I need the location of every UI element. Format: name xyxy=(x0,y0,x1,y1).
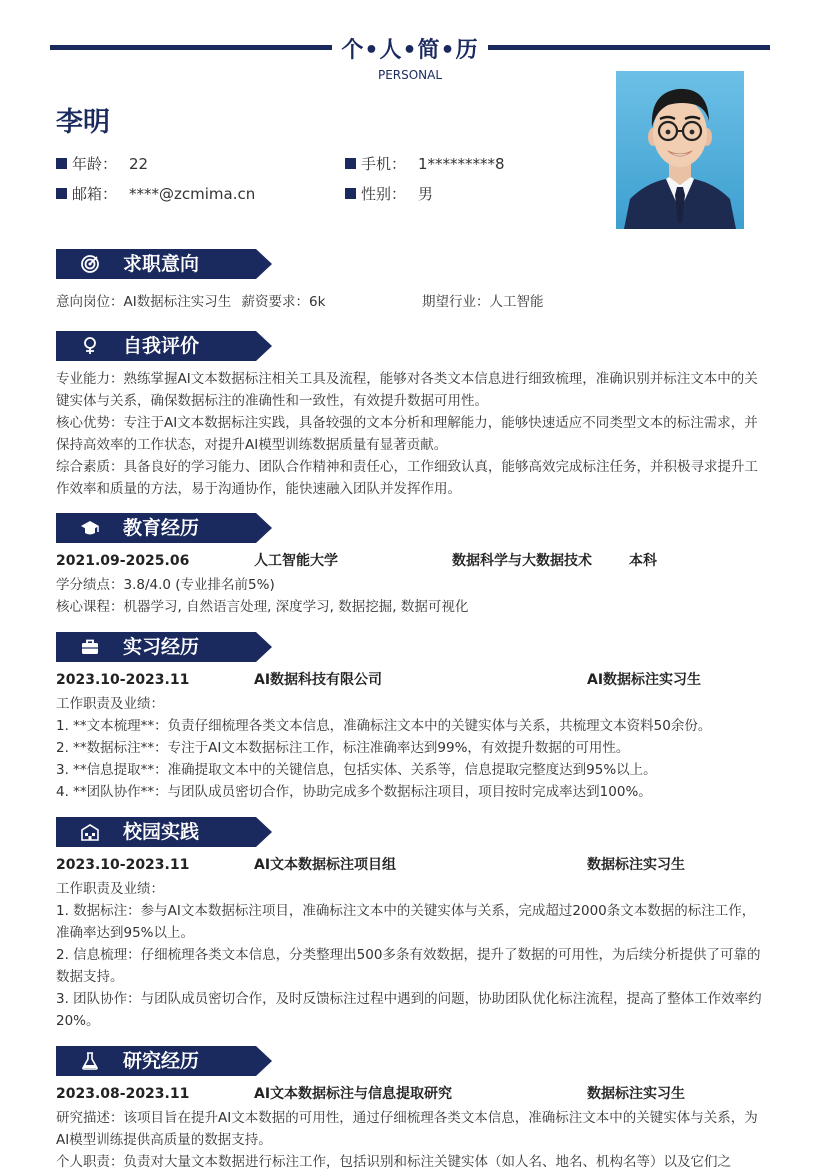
age-value: 22 xyxy=(129,154,149,173)
education-date: 2021.09-2025.06 xyxy=(56,553,190,569)
email-label: 邮箱： xyxy=(72,185,118,203)
candidate-name: 李明 xyxy=(56,107,110,138)
education-line: 核心课程：机器学习, 自然语言处理, 深度学习, 数据挖掘, 数据可视化 xyxy=(56,599,469,615)
campus-org: AI文本数据标注项目组 xyxy=(254,857,397,873)
section-title: 校园实践 xyxy=(123,821,200,843)
internship-company: AI数据科技有限公司 xyxy=(254,672,383,688)
section-title: 教育经历 xyxy=(123,517,200,539)
section-header-education xyxy=(56,513,272,543)
intent-industry: 期望行业：人工智能 xyxy=(422,294,544,310)
research-line: 研究描述：该项目旨在提升AI文本数据的可用性，通过仔细梳理各类文本信息，准确标注文本中的关键实体与关系，为AI模型训练提供高质量的数据支持。 xyxy=(56,1110,758,1148)
self-line: 核心优势：专注于AI文本数据标注实践，具备较强的文本分析和理解能力，能够快速适应不同类型文本的标注需求，并保持高效率的工作状态，对提升AI模型训练数据质量有显著贡献。 xyxy=(56,415,758,453)
research-role: 数据标注实习生 xyxy=(587,1086,685,1102)
campus-date: 2023.10-2023.11 xyxy=(56,857,190,873)
internship-line: 2. **数据标注**：专注于AI文本数据标注工作，标注准确率达到99%，有效提升数据的可用性。 xyxy=(56,740,630,756)
award-icon xyxy=(80,336,100,356)
internship-line: 4. **团队协作**：与团队成员密切合作，协助完成多个数据标注项目，项目按时完成率达到100%。 xyxy=(56,784,652,800)
research-date: 2023.08-2023.11 xyxy=(56,1086,190,1102)
info-age xyxy=(56,153,148,174)
internship-line: 1. **文本梳理**：负责仔细梳理各类文本信息，准确标注文本中的关键实体与关系，共梳理文本资料50余份。 xyxy=(56,718,712,734)
phone-value: 1*********8 xyxy=(418,154,505,173)
campus-role: 数据标注实习生 xyxy=(587,857,685,873)
resume-subtitle: PERSONAL xyxy=(377,68,443,82)
education-line: 学分绩点：3.8/4.0 (专业排名前5%) xyxy=(56,577,275,593)
gender-value: 男 xyxy=(418,185,434,203)
internship-details xyxy=(56,693,766,803)
bullet-square xyxy=(345,158,356,169)
education-degree: 本科 xyxy=(629,553,657,569)
campus-icon xyxy=(80,822,100,842)
self-line: 专业能力：熟练掌握AI文本数据标注相关工具及流程，能够对各类文本信息进行细致梳理，准确识别并标注文本中的关键实体与关系，确保数据标注的准确性和一致性，有效提升数据可用性。 xyxy=(56,371,758,409)
education-major: 数据科学与大数据技术 xyxy=(452,553,592,569)
age-label: 年龄： xyxy=(72,155,118,173)
section-title: 自我评价 xyxy=(123,335,200,357)
section-title: 实习经历 xyxy=(123,636,200,658)
self-evaluation-text xyxy=(56,368,766,500)
campus-line: 工作职责及业绩： xyxy=(56,881,164,897)
campus-line: 1. 数据标注：参与AI文本数据标注项目，准确标注文本中的关键实体与关系，完成超过2000条文本数据的标注工作，准确率达到95%以上。 xyxy=(56,903,756,941)
internship-role: AI数据标注实习生 xyxy=(587,672,702,688)
education-details xyxy=(56,574,766,618)
header-bar-left xyxy=(50,45,332,50)
info-email xyxy=(56,183,255,204)
internship-line: 3. **信息提取**：准确提取文本中的关键信息，包括实体、关系等，信息提取完整度达到95%以上。 xyxy=(56,762,657,778)
portrait-illustration xyxy=(616,71,744,229)
research-project: AI文本数据标注与信息提取研究 xyxy=(254,1086,453,1102)
section-title: 研究经历 xyxy=(123,1050,200,1072)
intent-row xyxy=(56,291,766,313)
campus-line: 2. 信息梳理：仔细梳理各类文本信息，分类整理出500多条有效数据，提升了数据的可用性，为后续分析提供了可靠的数据支持。 xyxy=(56,947,761,985)
section-header-intent xyxy=(56,249,272,279)
email-value: ****@zcmima.cn xyxy=(129,184,256,203)
briefcase-icon xyxy=(80,637,100,657)
education-school: 人工智能大学 xyxy=(254,553,338,569)
internship-line: 工作职责及业绩： xyxy=(56,696,164,712)
header-bar-right xyxy=(488,45,770,50)
profile-photo xyxy=(616,71,744,229)
campus-details xyxy=(56,878,766,1032)
info-gender xyxy=(345,183,433,204)
internship-date: 2023.10-2023.11 xyxy=(56,672,190,688)
gender-label: 性别： xyxy=(361,185,407,203)
section-header-internship xyxy=(56,632,272,662)
graduation-cap-icon xyxy=(80,518,100,538)
intent-salary: 薪资要求：6k xyxy=(241,294,326,310)
section-header-research xyxy=(56,1046,272,1076)
intent-position: 意向岗位：AI数据标注实习生 xyxy=(56,294,232,310)
research-line: 个人职责：负责对大量文本数据进行标注工作，包括识别和标注关键实体（如人名、地名、机构名等）以及它们之 xyxy=(56,1154,731,1170)
phone-label: 手机： xyxy=(361,155,407,173)
bullet-square xyxy=(345,188,356,199)
section-title: 求职意向 xyxy=(123,253,200,275)
section-header-campus xyxy=(56,817,272,847)
research-details xyxy=(56,1107,766,1173)
flask-icon xyxy=(80,1051,100,1071)
target-icon xyxy=(80,254,100,274)
info-phone xyxy=(345,153,505,174)
bullet-square xyxy=(56,158,67,169)
bullet-square xyxy=(56,188,67,199)
self-line: 综合素质：具备良好的学习能力、团队合作精神和责任心，工作细致认真，能够高效完成标注任务，并积极寻求提升工作效率和质量的方法，易于沟通协作，能快速融入团队并发挥作用。 xyxy=(56,459,758,497)
section-header-self xyxy=(56,331,272,361)
resume-title: 个•人•简•历 xyxy=(341,38,479,63)
campus-line: 3. 团队协作：与团队成员密切合作，及时反馈标注过程中遇到的问题，协助团队优化标注流程，提高了整体工作效率约20%。 xyxy=(56,991,762,1029)
